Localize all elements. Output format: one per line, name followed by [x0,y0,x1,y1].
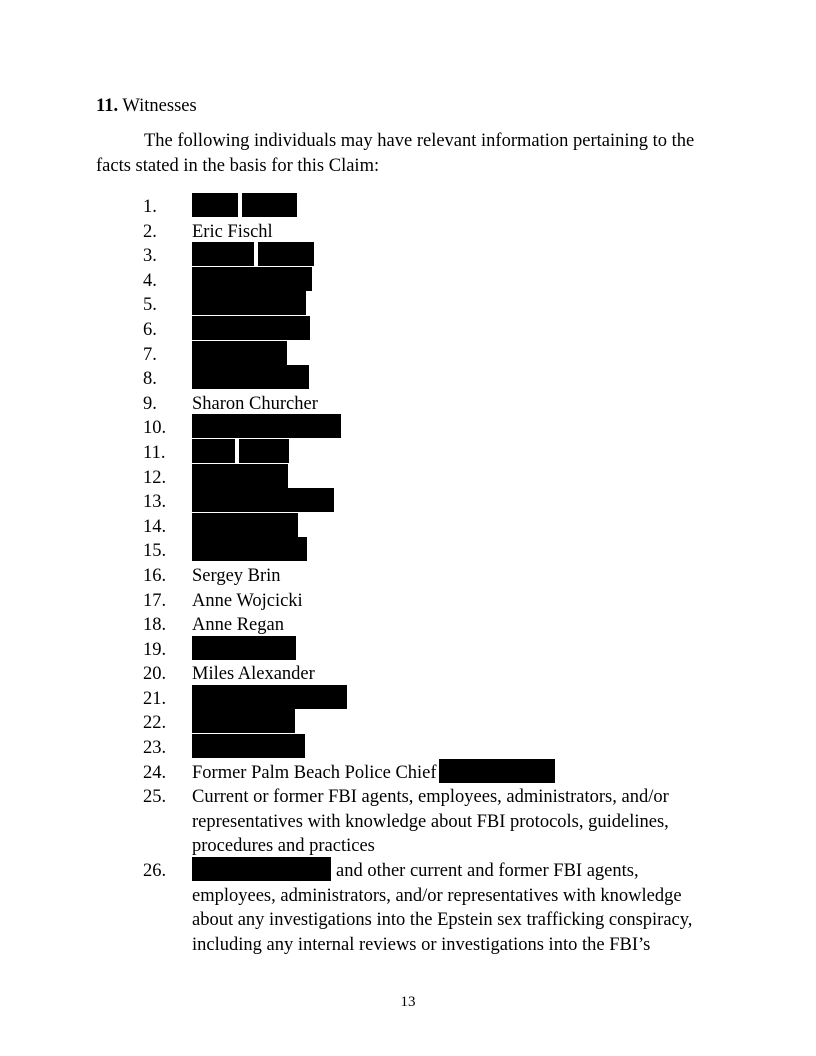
intro-paragraph [96,129,736,178]
description-line: procedures and practices [192,836,375,857]
witness-item [0,441,816,466]
witness-item [0,761,816,786]
witness-item [0,269,816,294]
witness-item [0,466,816,491]
witness-name: Former Palm Beach Police Chief [192,762,437,783]
item-number: 2. [143,221,157,242]
redaction-block [242,193,297,217]
witness-item [0,662,816,687]
witness-item [0,343,816,368]
witness-name: Miles Alexander [192,664,315,685]
redaction-block [192,537,307,561]
description-line: and other current and former FBI agents, [336,861,639,882]
redaction-block [192,488,334,512]
redaction-block [192,464,288,488]
description-line: Current or former FBI agents, employees, administrators, and/or [192,787,669,808]
item-number: 12. [143,467,167,488]
section-title: Witnesses [122,96,197,116]
intro-line-2: facts stated in the basis for this Claim: [96,155,380,176]
item-number: 11. [143,442,166,463]
redaction-block [192,734,305,758]
witness-item [0,687,816,712]
witness-item [0,638,816,663]
witness-item [0,564,816,589]
witness-item [0,515,816,540]
redaction-block [192,267,312,291]
redaction-block [192,193,238,217]
item-number: 6. [143,319,157,340]
redaction-block [258,242,314,266]
witness-name: Sergey Brin [192,565,281,586]
redaction-block [192,291,306,315]
item-number: 15. [143,541,167,562]
item-number: 23. [143,738,167,759]
redaction-block [192,365,309,389]
item-number: 9. [143,393,157,414]
redaction-block [439,759,555,783]
description-line: representatives with knowledge about FBI protocols, guidelines, [192,811,669,832]
witness-item [0,613,816,638]
witness-item [0,859,816,957]
section-heading [96,94,197,119]
witness-item [0,539,816,564]
description-line: including any internal reviews or investigations into the FBI’s [192,934,651,955]
witness-item [0,490,816,515]
item-number: 10. [143,418,167,439]
redaction-block [192,242,254,266]
item-number: 13. [143,492,167,513]
item-number: 17. [143,590,167,611]
redaction-block [192,636,296,660]
redaction-block [192,341,287,365]
witness-item [0,293,816,318]
witness-item [0,220,816,245]
witness-item [0,367,816,392]
redaction-block [192,513,298,537]
redaction-block [192,709,295,733]
item-number: 19. [143,639,167,660]
item-number: 22. [143,713,167,734]
item-number: 26. [143,861,167,882]
witness-item [0,318,816,343]
redaction-block [192,316,310,340]
witness-description [192,785,732,859]
witness-list [0,195,816,957]
item-number: 4. [143,270,157,291]
section-number: 11. [96,96,119,116]
witness-item [0,785,816,859]
item-number: 16. [143,565,167,586]
witness-description [192,859,732,957]
witness-item [0,711,816,736]
item-number: 25. [143,787,167,808]
description-line: about any investigations into the Epstein sex trafficking conspiracy, [192,910,693,931]
item-number: 21. [143,688,167,709]
redaction-block [192,439,235,463]
item-number: 5. [143,295,157,316]
witness-name: Sharon Churcher [192,393,318,414]
witness-item [0,589,816,614]
witness-name: Eric Fischl [192,221,273,242]
item-number: 8. [143,369,157,390]
witness-item [0,416,816,441]
item-number: 18. [143,615,167,636]
item-number: 14. [143,516,167,537]
item-number: 3. [143,246,157,267]
redaction-block [192,414,341,438]
item-number: 7. [143,344,157,365]
witness-item [0,736,816,761]
witness-name: Anne Wojcicki [192,590,303,611]
witness-item [0,244,816,269]
redaction-block [239,439,289,463]
item-number: 20. [143,664,167,685]
item-number: 24. [143,762,167,783]
redaction-block [192,685,347,709]
page-number: 13 [400,994,416,1010]
witness-item [0,195,816,220]
witness-item [0,392,816,417]
item-number: 1. [143,197,157,217]
witness-name: Anne Regan [192,615,284,636]
description-line: employees, administrators, and/or representatives with knowledge [192,885,682,906]
intro-line-1: The following individuals may have relevant information pertaining to the [144,131,695,151]
